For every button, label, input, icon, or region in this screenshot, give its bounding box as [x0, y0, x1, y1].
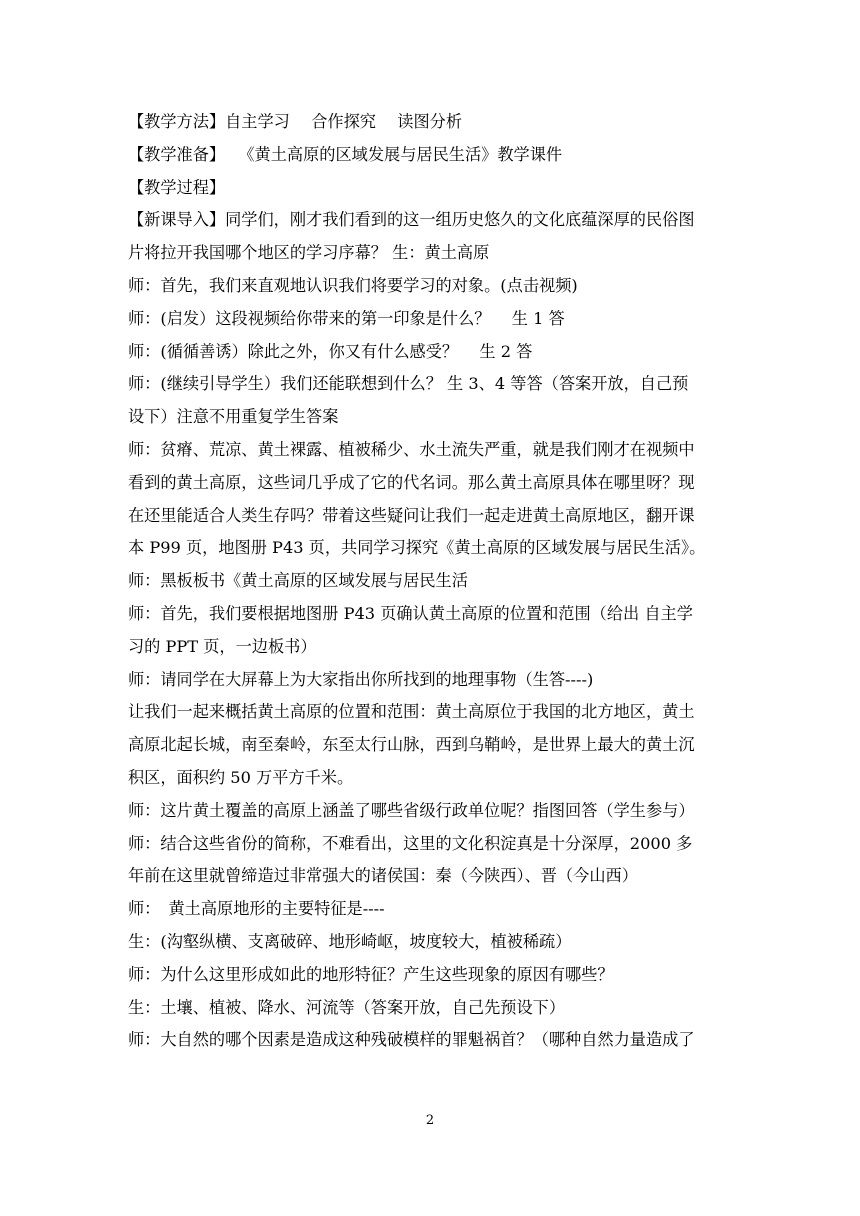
- text-line: 师：(启发）这段视频给你带来的第一印象是什么？ 生 1 答: [128, 308, 565, 328]
- text-line: 师：贫瘠、荒凉、黄土裸露、植被稀少、水土流失严重，就是我们刚才在视频中: [128, 439, 695, 459]
- text-line: 师：(循循善诱）除此之外，你又有什么感受？ 生 2 答: [128, 341, 533, 361]
- text-line: 【教学方法】自主学习 合作探究 读图分析: [128, 112, 463, 131]
- text-line: 在还里能适合人类生存吗？带着这些疑问让我们一起走进黄土高原地区，翻开课: [128, 505, 695, 525]
- text-line: 师： 黄土高原地形的主要特征是----: [128, 899, 385, 919]
- text-line: 生：(沟壑纵横、支离破碎、地形崎岖，坡度较大，植被稀疏）: [128, 931, 572, 951]
- text-line: 师：黑板板书《黄土高原的区域发展与居民生活: [128, 571, 468, 591]
- text-line: 本 P99 页，地图册 P43 页，共同学习探究《黄土高原的区域发展与居民生活》。: [128, 538, 706, 558]
- text-line: 片将拉开我国哪个地区的学习序幕？ 生：黄土高原: [128, 243, 490, 263]
- text-line: 积区，面积约 50 万平方千米。: [128, 767, 354, 787]
- text-line: 师：大自然的哪个因素是造成这种残破模样的罪魁祸首？（哪种自然力量造成了: [128, 1030, 695, 1050]
- text-line: 设下）注意不用重复学生答案: [128, 407, 339, 427]
- page-number: 2: [425, 1113, 435, 1128]
- text-line: 师：这片黄土覆盖的高原上涵盖了哪些省级行政单位呢？指图回答（学生参与）: [128, 800, 695, 820]
- text-line: 年前在这里就曾缔造过非常强大的诸侯国：秦（今陕西）、晋（今山西）: [128, 866, 638, 886]
- text-line: 生：土壤、植被、降水、河流等（答案开放，自己先预设下）: [128, 997, 566, 1017]
- text-line: 【新课导入】同学们，刚才我们看到的这一组历史悠久的文化底蕴深厚的民俗图: [128, 210, 695, 230]
- text-line: 【教学准备】 《黄土高原的区域发展与居民生活》教学课件: [128, 144, 563, 164]
- text-line: 师：(继续引导学生）我们还能联想到什么？ 生 3、4 等答（答案开放，自己预: [128, 374, 689, 394]
- text-line: 【教学过程】: [128, 177, 226, 197]
- text-line: 看到的黄土高原，这些词几乎成了它的代名词。那么黄土高原具体在哪里呀？现: [128, 472, 695, 492]
- text-line: 师：首先，我们来直观地认识我们将要学习的对象。(点击视频): [128, 275, 578, 295]
- document-body: [128, 106, 748, 1057]
- text-line: 习的 PPT 页，一边板书）: [128, 636, 317, 656]
- text-line: 师：结合这些省份的简称，不难看出，这里的文化积淀真是十分深厚，2000 多: [128, 833, 693, 853]
- text-line: 师：为什么这里形成如此的地形特征？产生这些现象的原因有哪些？: [128, 964, 614, 984]
- text-line: 让我们一起来概括黄土高原的位置和范围：黄土高原位于我国的北方地区，黄土: [128, 702, 695, 722]
- text-line: 师：首先，我们要根据地图册 P43 页确认黄土高原的位置和范围（给出 自主学: [128, 603, 693, 623]
- text-line: 高原北起长城，南至秦岭，东至太行山脉，西到乌鞘岭，是世界上最大的黄土沉: [128, 735, 695, 755]
- text-line: 师：请同学在大屏幕上为大家指出你所找到的地理事物（生答----): [128, 669, 594, 689]
